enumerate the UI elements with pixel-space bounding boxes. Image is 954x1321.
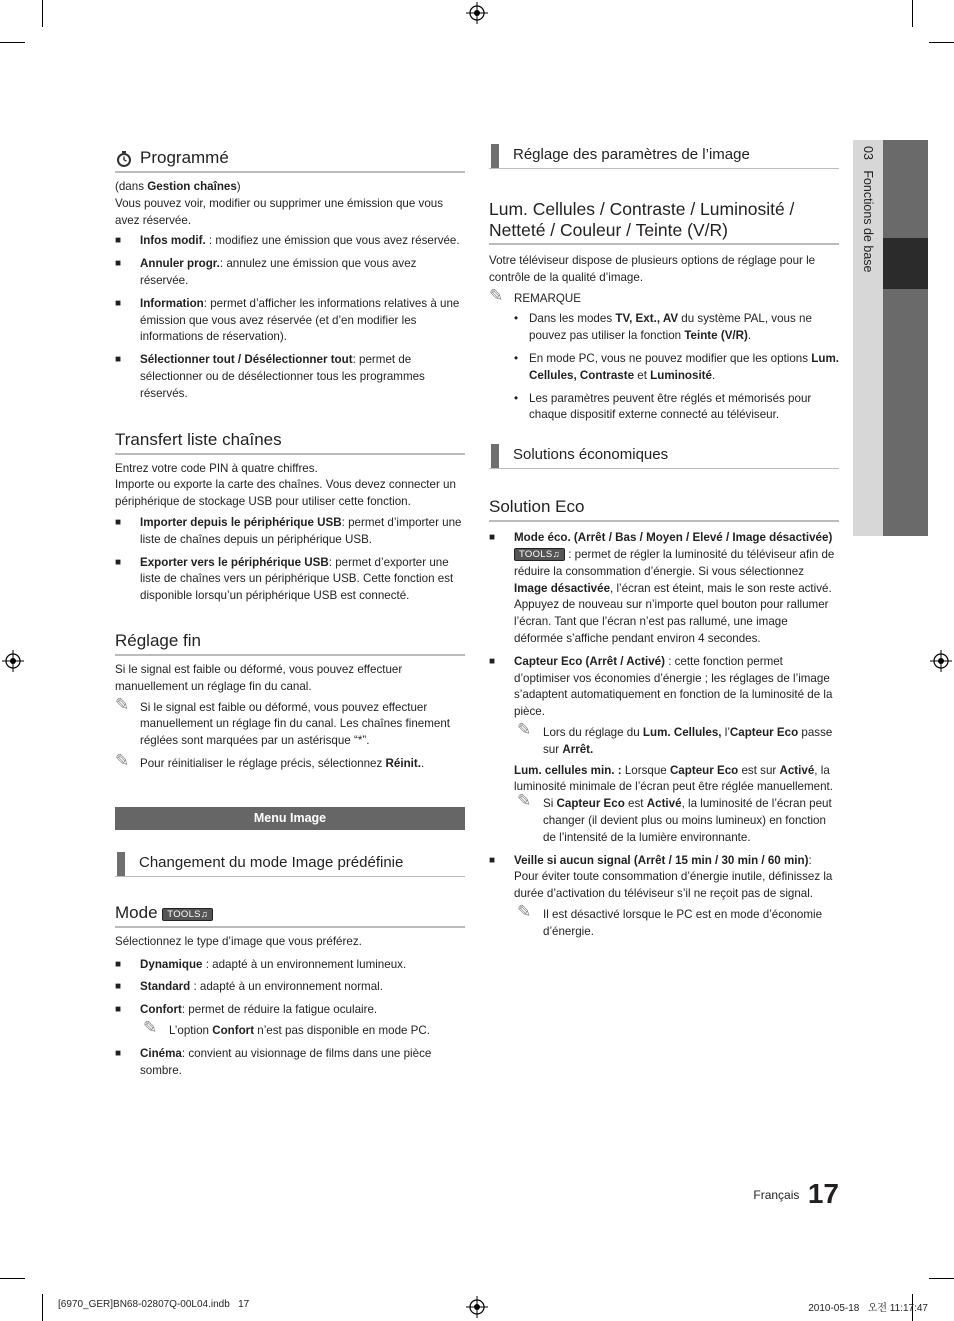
list-item: ■ Mode éco. (Arrêt / Bas / Moyen / Elevé / Image désactivée) TOOLS♫ : permet de régler la luminosité du téléviseur afin de réduire la consommation d’énergie. Si vous sélectionnez Image désactivée, l’écran est éteint, mais le son reste activé. Appuyez de nouveau sur n’importe quel bouton pour rallumer l’écran. Tant que l’écran n’est pas rallumé, une image déformée s’affiche pendant environ 4 secondes. bbox=[489, 530, 839, 648]
pencil-note-icon: ✎ bbox=[143, 1017, 158, 1037]
list-item: ■ Sélectionner tout / Désélectionner tout: permet de sélectionner ou de désélectionner tous les programmes réservés. bbox=[115, 352, 465, 402]
registration-mark-icon bbox=[466, 2, 488, 24]
page-footer bbox=[700, 1178, 839, 1210]
tools-badge: TOOLS♫ bbox=[514, 548, 565, 561]
menu-image-bar: Menu Image bbox=[115, 807, 465, 830]
side-tab-label bbox=[860, 146, 876, 272]
left-column bbox=[115, 148, 465, 1079]
list-item: ■ Cinéma: convient au visionnage de films dans une pièce sombre. bbox=[115, 1046, 465, 1080]
note: ✎ Si le signal est faible ou déformé, vous pouvez effectuer manuellement un réglage fin du canal. Les chaînes finement réglées sont marquées par un astérisque “*”. bbox=[115, 694, 451, 748]
side-tab-text: Fonctions de base bbox=[861, 170, 875, 273]
registration-mark-icon bbox=[930, 650, 952, 672]
paragraph: Si le signal est faible ou déformé, vous pouvez effectuer manuellement un réglage fin du canal. bbox=[115, 662, 403, 693]
crop-mark bbox=[929, 1278, 954, 1279]
section-title: Mode bbox=[115, 902, 158, 922]
paragraph: Lum. cellules min. : Lorsque Capteur Eco est sur Activé, la luminosité minimale de l’écran peut être réglée manuellement. bbox=[514, 763, 833, 794]
note: ✎ Il est désactivé lorsque le PC est en mode d’économie d’énergie. bbox=[517, 901, 823, 938]
crop-mark bbox=[42, 1294, 43, 1321]
footer-language: Français bbox=[753, 1188, 800, 1202]
context-line: (dans Gestion chaînes) bbox=[115, 180, 241, 193]
subsection-title: Réglage des paramètres de l’image bbox=[513, 146, 750, 163]
list-item: ■ Capteur Eco (Arrêt / Activé) : cette fonction permet d’optimiser vos économies d’énergie ; les réglages de l’image s’adaptent automatiquement en fonction de la luminosité de la pièce. bbox=[489, 654, 839, 721]
crop-mark bbox=[0, 42, 25, 43]
side-tab-bar bbox=[883, 140, 928, 536]
tools-badge: TOOLS♫ bbox=[162, 908, 213, 921]
list-item: • Les paramètres peuvent être réglés et mémorisés pour chaque dispositif externe connecté au téléviseur. bbox=[489, 391, 839, 425]
subsection-solutions bbox=[489, 444, 839, 469]
list-item: ■ Importer depuis le périphérique USB: permet d’importer une liste de chaînes depuis un périphérique USB. bbox=[115, 515, 465, 549]
pencil-note-icon: ✎ bbox=[517, 719, 532, 739]
pencil-note-icon: ✎ bbox=[115, 750, 130, 770]
section-programme bbox=[115, 148, 465, 173]
section-reglage-fin bbox=[115, 631, 465, 656]
clock-icon bbox=[115, 150, 133, 168]
list-item: ■ Information: permet d’afficher les informations relatives à une émission que vous avez réservée (et d’en modifier les informations de réservation). bbox=[115, 296, 465, 346]
paragraph: Sélectionnez le type d’image que vous préférez. bbox=[115, 934, 362, 948]
list-item: ■ Exporter vers le périphérique USB: permet d’exporter une liste de chaînes vers un périphérique USB. Cette fonction est disponible lorsqu’un périphérique USB est connecté. bbox=[115, 555, 465, 605]
note: ✎ Lors du réglage du Lum. Cellules, l’Capteur Eco passe sur Arrêt. bbox=[517, 719, 833, 756]
crop-mark bbox=[42, 0, 43, 27]
right-column bbox=[489, 144, 839, 941]
page-number: 17 bbox=[807, 1178, 839, 1209]
side-tab-number: 03 bbox=[861, 146, 875, 160]
registration-mark-icon bbox=[466, 1296, 488, 1318]
file-info: [6970_GER]BN68-02807Q-00L04.indb 17 bbox=[58, 1299, 250, 1310]
list-item: • Dans les modes TV, Ext., AV du système PAL, vous ne pouvez pas utiliser la fonction Teinte (V/R). bbox=[489, 311, 839, 345]
subsection-reglage-parametres bbox=[489, 144, 839, 169]
pencil-note-icon: ✎ bbox=[517, 901, 532, 921]
paragraph: Vous pouvez voir, modifier ou supprimer une émission que vous avez réservée. bbox=[115, 196, 444, 227]
list-item: • En mode PC, vous ne pouvez modifier que les options Lum. Cellules, Contraste et Luminosité. bbox=[489, 351, 839, 385]
pencil-note-icon: ✎ bbox=[489, 285, 504, 305]
section-solution-eco bbox=[489, 497, 839, 522]
subsection-title: Changement du mode Image prédéfinie bbox=[139, 853, 404, 871]
section-title: Réglage fin bbox=[115, 630, 202, 650]
section-title: Transfert liste chaînes bbox=[115, 429, 282, 449]
pencil-note-icon: ✎ bbox=[115, 694, 130, 714]
section-transfert bbox=[115, 430, 465, 455]
section-mode bbox=[115, 903, 465, 928]
side-tab-active bbox=[883, 238, 928, 289]
section-lum-cellules: Lum. Cellules / Contraste / Luminosité / Netteté / Couleur / Teinte (V/R) bbox=[489, 199, 839, 245]
list-item: ■ Annuler progr.: annulez une émission que vous avez réservée. bbox=[115, 256, 465, 290]
subsection-changement bbox=[115, 852, 465, 877]
pencil-note-icon: ✎ bbox=[517, 791, 532, 811]
crop-mark bbox=[912, 0, 913, 27]
list-item: ■ Dynamique : adapté à un environnement lumineux. bbox=[115, 957, 465, 974]
registration-mark-icon bbox=[2, 650, 24, 672]
list-item: ■ Veille si aucun signal (Arrêt / 15 min / 30 min / 60 min): Pour éviter toute consommation d’énergie inutile, définissez la durée d’activation du téléviseur s’il ne reçoit pas de signal. bbox=[489, 853, 839, 903]
note: ✎ Si Capteur Eco est Activé, la luminosité de l’écran peut changer (il devient plus ou moins lumineux) en fonction de l’intensité de la lumière environnante. bbox=[517, 791, 832, 844]
print-datetime: 2010-05-18 오전 11:17:47 bbox=[808, 1303, 928, 1314]
subsection-title: Solutions économiques bbox=[513, 446, 669, 464]
list-item: ■ Standard : adapté à un environnement normal. bbox=[115, 979, 465, 996]
section-title: Programmé bbox=[140, 148, 229, 167]
note: ✎ Pour réinitialiser le réglage précis, sélectionnez Réinit.. bbox=[115, 750, 425, 770]
crop-mark bbox=[929, 42, 954, 43]
paragraph: Votre téléviseur dispose de plusieurs options de réglage pour le contrôle de la qualité d’image. bbox=[489, 254, 816, 284]
section-title: Solution Eco bbox=[489, 497, 585, 517]
remarque-heading: ✎ REMARQUE bbox=[489, 285, 581, 305]
list-item: ■ Confort: permet de réduire la fatigue oculaire. bbox=[115, 1002, 465, 1019]
paragraph: Importe ou exporte la carte des chaînes. Vous devez connecter un périphérique de stockage USB pour utiliser cette fonction. bbox=[115, 478, 456, 509]
paragraph: Entrez votre code PIN à quatre chiffres. bbox=[115, 461, 318, 475]
note: ✎ L’option Confort n’est pas disponible en mode PC. bbox=[143, 1017, 431, 1037]
crop-mark bbox=[0, 1278, 25, 1279]
list-item: ■ Infos modif. : modifiez une émission que vous avez réservée. bbox=[115, 233, 465, 250]
